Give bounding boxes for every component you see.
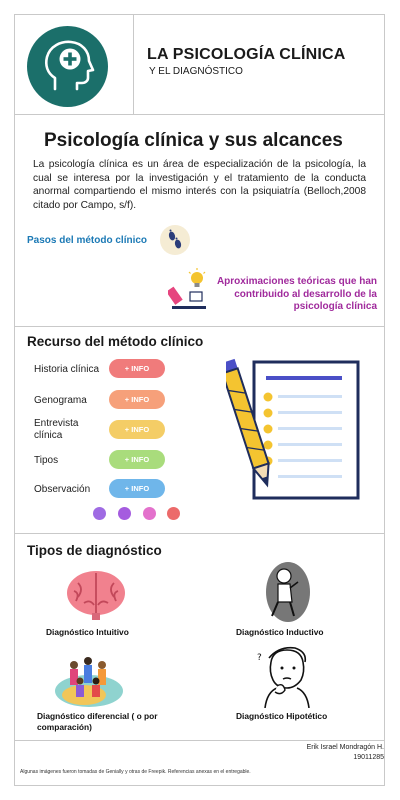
info-button-tipos[interactable]: + INFO: [109, 450, 165, 469]
diagnostico-intuitivo-label: Diagnóstico Intuitivo: [46, 627, 129, 637]
intro-paragraph: La psicología clínica es un área de especialización de la psicología, la cual se interesa por la investigación y el tratamiento de la conducta anormal compartiendo el mismo interés con la psiquiatría (Belloch,2008 citado por Campo, s/f).: [33, 159, 366, 211]
pasos-metodo-link[interactable]: Pasos del método clínico: [27, 235, 148, 246]
recurso-label-historia: Historia clínica: [34, 364, 100, 375]
footprints-icon[interactable]: [160, 225, 190, 255]
group-of-people-icon: [54, 651, 124, 709]
info-button-genograma[interactable]: + INFO: [109, 390, 165, 409]
pondering-man-icon: [255, 646, 319, 708]
divider: [14, 740, 385, 741]
divider: [14, 114, 385, 115]
divider: [133, 14, 134, 114]
aproximaciones-link[interactable]: Aproximaciones teóricas que han contribuido al desarrollo de la psicología clínica: [216, 276, 377, 312]
section-title-recursos: Recurso del método clínico: [27, 334, 204, 349]
brain-icon: [64, 569, 128, 621]
author-credit: [307, 743, 384, 763]
nav-dot[interactable]: [167, 507, 180, 520]
idea-desk-icon[interactable]: [168, 266, 208, 314]
nav-dot[interactable]: [143, 507, 156, 520]
divider: [14, 533, 385, 534]
section-title-diagnostico: Tipos de diagnóstico: [27, 543, 162, 558]
divider: [14, 326, 385, 327]
section-title-alcances: Psicología clínica y sus alcances: [44, 130, 343, 151]
diagnostico-hipotetico-label: Diagnóstico Hipotético: [236, 711, 328, 721]
info-button-entrevista[interactable]: + INFO: [109, 420, 165, 439]
page-title: LA PSICOLOGÍA CLÍNICA: [147, 46, 346, 63]
recurso-label-entrevista: Entrevista clínica: [34, 418, 79, 441]
nav-dot[interactable]: [118, 507, 131, 520]
author-name: Erik Israel Mondragón H.: [306, 744, 384, 751]
info-button-historia[interactable]: + INFO: [109, 359, 165, 378]
info-button-observacion[interactable]: + INFO: [109, 479, 165, 498]
svg-text:?: ?: [257, 653, 262, 663]
recurso-label-genograma: Genograma: [34, 395, 87, 406]
thinking-person-icon: [258, 558, 314, 624]
head-with-medical-cross-icon: [27, 26, 108, 107]
recurso-label-tipos: Tipos: [34, 455, 59, 466]
page-subtitle: Y EL DIAGNÓSTICO: [149, 66, 243, 77]
nav-dot[interactable]: [93, 507, 106, 520]
diagnostico-diferencial-label: Diagnóstico diferencial ( o por comparación): [37, 711, 158, 732]
recurso-label-observacion: Observación: [34, 484, 91, 495]
footer-note: Algunas imágenes fueron tomadas de Genially y otras de Freepik. Referencias anexas en el entregable.: [20, 769, 251, 775]
checklist-pencil-icon: [226, 356, 362, 506]
diagnostico-inductivo-label: Diagnóstico Inductivo: [236, 627, 324, 637]
author-id: 19011285: [353, 754, 384, 761]
